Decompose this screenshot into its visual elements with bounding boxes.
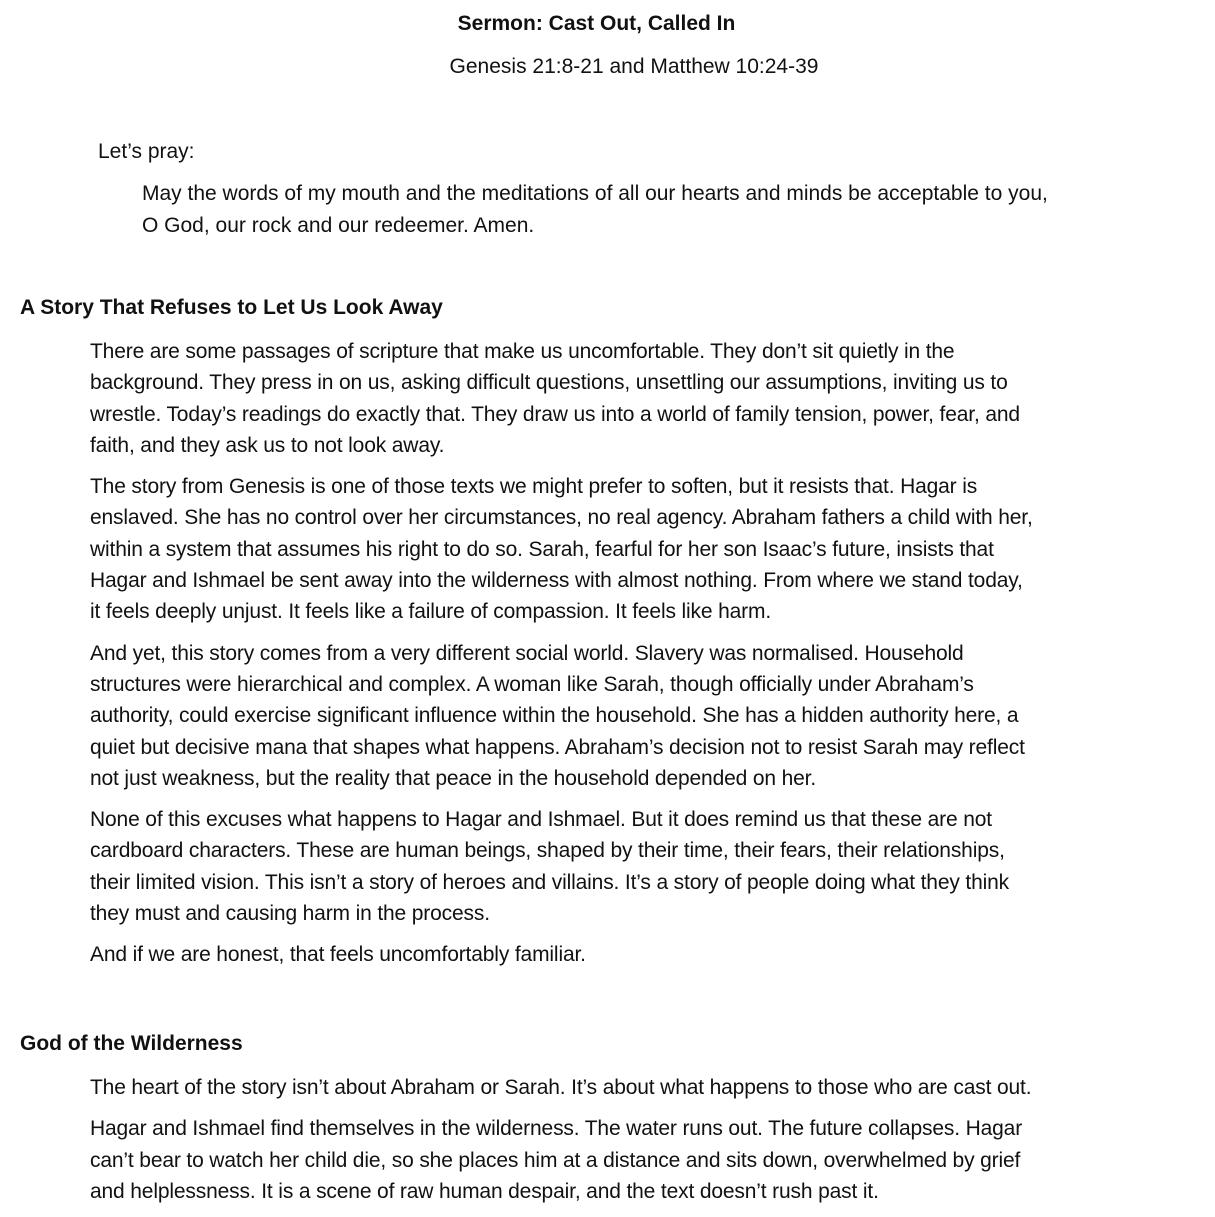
paragraph-line: The heart of the story isn’t about Abraham or Sarah. It’s about what happens to those who are cast out. bbox=[90, 1076, 1032, 1099]
opening-prayer bbox=[142, 178, 1192, 241]
paragraph-line: structures were hierarchical and complex. A woman like Sarah, though officially under Abraham’s bbox=[90, 672, 974, 696]
scripture-readings: Genesis 21:8-21 and Matthew 10:24-39 bbox=[449, 55, 819, 78]
pray-label: Let’s pray: bbox=[98, 140, 195, 163]
paragraph-line: authority, could exercise significant influence within the household. She has a hidden authority here, a bbox=[90, 704, 1019, 728]
paragraph-line: And if we are honest, that feels uncomfortably familiar. bbox=[90, 943, 586, 967]
paragraph-line: it feels deeply unjust. It feels like a failure of compassion. It feels like harm. bbox=[90, 600, 772, 624]
prayer-line: O God, our rock and our redeemer. Amen. bbox=[142, 213, 535, 237]
paragraph bbox=[90, 471, 1190, 627]
paragraph bbox=[90, 1113, 1190, 1207]
paragraph-line: cardboard characters. These are human beings, shaped by their time, their fears, their relationships, bbox=[90, 839, 1005, 863]
paragraph-line: faith, and they ask us to not look away. bbox=[90, 433, 445, 457]
paragraph-line: they must and causing harm in the process. bbox=[90, 902, 490, 926]
paragraph bbox=[90, 638, 1190, 794]
paragraph-line: can’t bear to watch her child die, so she places him at a distance and sits down, overwhelmed by grief bbox=[90, 1148, 1021, 1172]
section-body bbox=[90, 336, 1190, 981]
paragraph-line: Hagar and Ishmael be sent away into the wilderness with almost nothing. From where we stand today, bbox=[90, 569, 1023, 593]
prayer-line: May the words of my mouth and the meditations of all our hearts and minds be acceptable to you, bbox=[142, 182, 1048, 205]
paragraph-line: within a system that assumes his right to do so. Sarah, fearful for her son Isaac’s future, insists that bbox=[90, 537, 994, 561]
paragraph-line: and helplessness. It is a scene of raw human despair, and the text doesn’t rush past it. bbox=[90, 1179, 879, 1203]
paragraph-line: quiet but decisive mana that shapes what happens. Abraham’s decision not to resist Sarah may reflect bbox=[90, 735, 1025, 759]
paragraph-line: not just weakness, but the reality that peace in the household depended on her. bbox=[90, 766, 817, 790]
paragraph bbox=[90, 1072, 1190, 1103]
paragraph-line: And yet, this story comes from a very different social world. Slavery was normalised. Household bbox=[90, 641, 964, 665]
sermon-title: Sermon: Cast Out, Called In bbox=[457, 12, 736, 35]
section-heading: God of the Wilderness bbox=[20, 1032, 243, 1055]
paragraph bbox=[90, 939, 1190, 970]
paragraph-line: None of this excuses what happens to Hagar and Ishmael. But it does remind us that these are not bbox=[90, 808, 992, 832]
section-body bbox=[90, 1072, 1190, 1217]
paragraph-line: enslaved. She has no control over her circumstances, no real agency. Abraham fathers a child with her, bbox=[90, 506, 1033, 530]
paragraph-line: wrestle. Today’s readings do exactly that. They draw us into a world of family tension, power, fear, and bbox=[90, 402, 1020, 426]
paragraph bbox=[90, 804, 1190, 929]
paragraph bbox=[90, 336, 1190, 461]
paragraph-line: There are some passages of scripture that make us uncomfortable. They don’t sit quietly in the bbox=[90, 340, 955, 363]
paragraph-line: their limited vision. This isn’t a story of heroes and villains. It’s a story of people doing what they think bbox=[90, 870, 1010, 894]
paragraph-line: Hagar and Ishmael find themselves in the wilderness. The water runs out. The future collapses. Hagar bbox=[90, 1117, 1023, 1141]
paragraph-line: The story from Genesis is one of those texts we might prefer to soften, but it resists that. Hagar is bbox=[90, 475, 978, 499]
paragraph-line: background. They press in on us, asking difficult questions, unsettling our assumptions, inviting us to bbox=[90, 371, 1008, 395]
section-heading: A Story That Refuses to Let Us Look Away bbox=[20, 296, 443, 319]
